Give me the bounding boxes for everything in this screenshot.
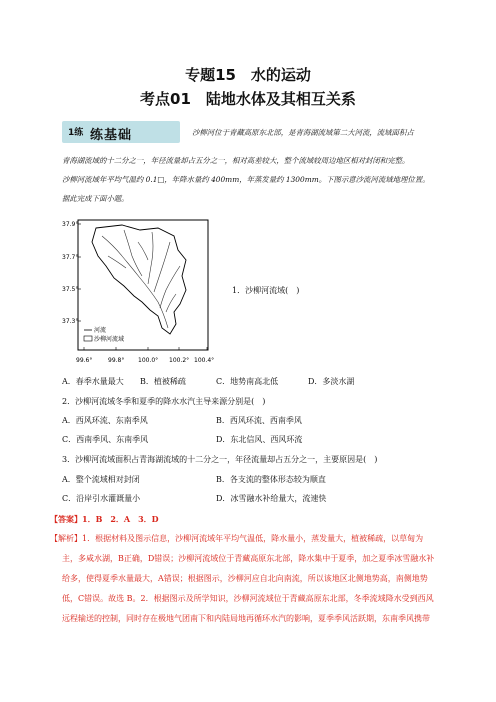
question-stem: 3．沙柳河流域面积占青海湖流域的十二分之一，年径流量却占五分之一，主要原因是( ) (62, 455, 378, 464)
lat-label: 37.3° (62, 318, 79, 325)
option: C．沿岸引水灌溉量小 (62, 494, 141, 503)
lat-label: 37.5° (62, 286, 79, 293)
option: B．各支流的整体形态较为顺直 (216, 475, 326, 484)
page-subtitle: 考点01 陆地水体及其相互关系 (140, 90, 356, 108)
legend-river-label: 河流 (94, 327, 107, 334)
basin-map (62, 216, 215, 366)
analysis-line: 远程输送的控制，同时存在极地气团南下和内陆局地再循环水汽的影响，夏季季风活跃期，东南季风携带 (62, 614, 430, 623)
intro-line: 沙柳河流域年平均气温约 0.1□，年降水量约 400mm，年蒸发量约 1300mm。下图示意沙流河流域地理位置。 (62, 175, 430, 184)
legend-basin-label: 沙柳河流域 (94, 336, 125, 343)
intro-line: 青海湖流域的十二分之一，年径流量却占五分之一，相对高差较大，整个流域较周边地区相对封闭和完整。 (62, 156, 410, 165)
page-title: 专题15 水的运动 (185, 66, 311, 84)
option: D．多淡水湖 (308, 377, 355, 386)
basin-map-svg (62, 216, 215, 366)
lon-label: 100.4° (194, 357, 215, 364)
lon-label: 99.8° (108, 357, 125, 364)
option: A．西风环流、东南季风 (62, 416, 148, 425)
option: A．春季水量最大 (62, 377, 124, 386)
option: B．西风环流、西南季风 (216, 416, 302, 425)
answer-key: 【答案】1．B 2．A 3．D (50, 514, 159, 524)
intro-line: 据此完成下面小题。 (62, 194, 129, 203)
intro-line: 沙柳河位于青藏高原东北部，是青海湖流域第二大河流，流域面积占 (192, 128, 414, 137)
analysis-line: 低，C错误。故选 B。2．根据图示及所学知识，沙柳河流域位于青藏高原东北部，冬季流域降水受到西风 (62, 594, 434, 603)
option: C．西南季风、东南季风 (62, 435, 149, 444)
analysis-line: 给多，使得夏季水量最大，A错误；根据图示，沙柳河应自北向南流，所以该地区北侧地势高，南侧地势 (62, 574, 428, 583)
section-banner (62, 121, 180, 143)
option: D．冰雪融水补给量大，流速快 (216, 494, 327, 503)
analysis-line: 主，多咸水湖，B正确，D错误；沙柳河流域位于青藏高原东北部，降水集中于夏季，加之夏季冰雪融水补 (62, 554, 435, 563)
section-number: 1练 (68, 128, 84, 138)
option: A．整个流域相对封闭 (62, 475, 140, 484)
option: B．植被稀疏 (140, 377, 186, 386)
lon-label: 100.2° (169, 357, 190, 364)
section-label: 练基础 (90, 128, 133, 143)
lat-label: 37.7° (62, 254, 79, 261)
lon-label: 99.6° (76, 357, 93, 364)
lon-label: 100.0° (138, 357, 159, 364)
option: C．地势南高北低 (216, 377, 279, 386)
analysis-line: 【解析】1．根据材料及图示信息，沙柳河流域年平均气温低，降水量小，蒸发量大，植被稀疏，以草甸为 (50, 534, 424, 543)
question-stem: 2．沙柳河流域冬季和夏季的降水水汽主导来源分别是( ) (62, 397, 266, 406)
lat-label: 37.9° (62, 221, 79, 228)
question-stem: 1．沙柳河流域( ) (232, 286, 300, 295)
option: D．东北信风、西风环流 (216, 435, 303, 444)
